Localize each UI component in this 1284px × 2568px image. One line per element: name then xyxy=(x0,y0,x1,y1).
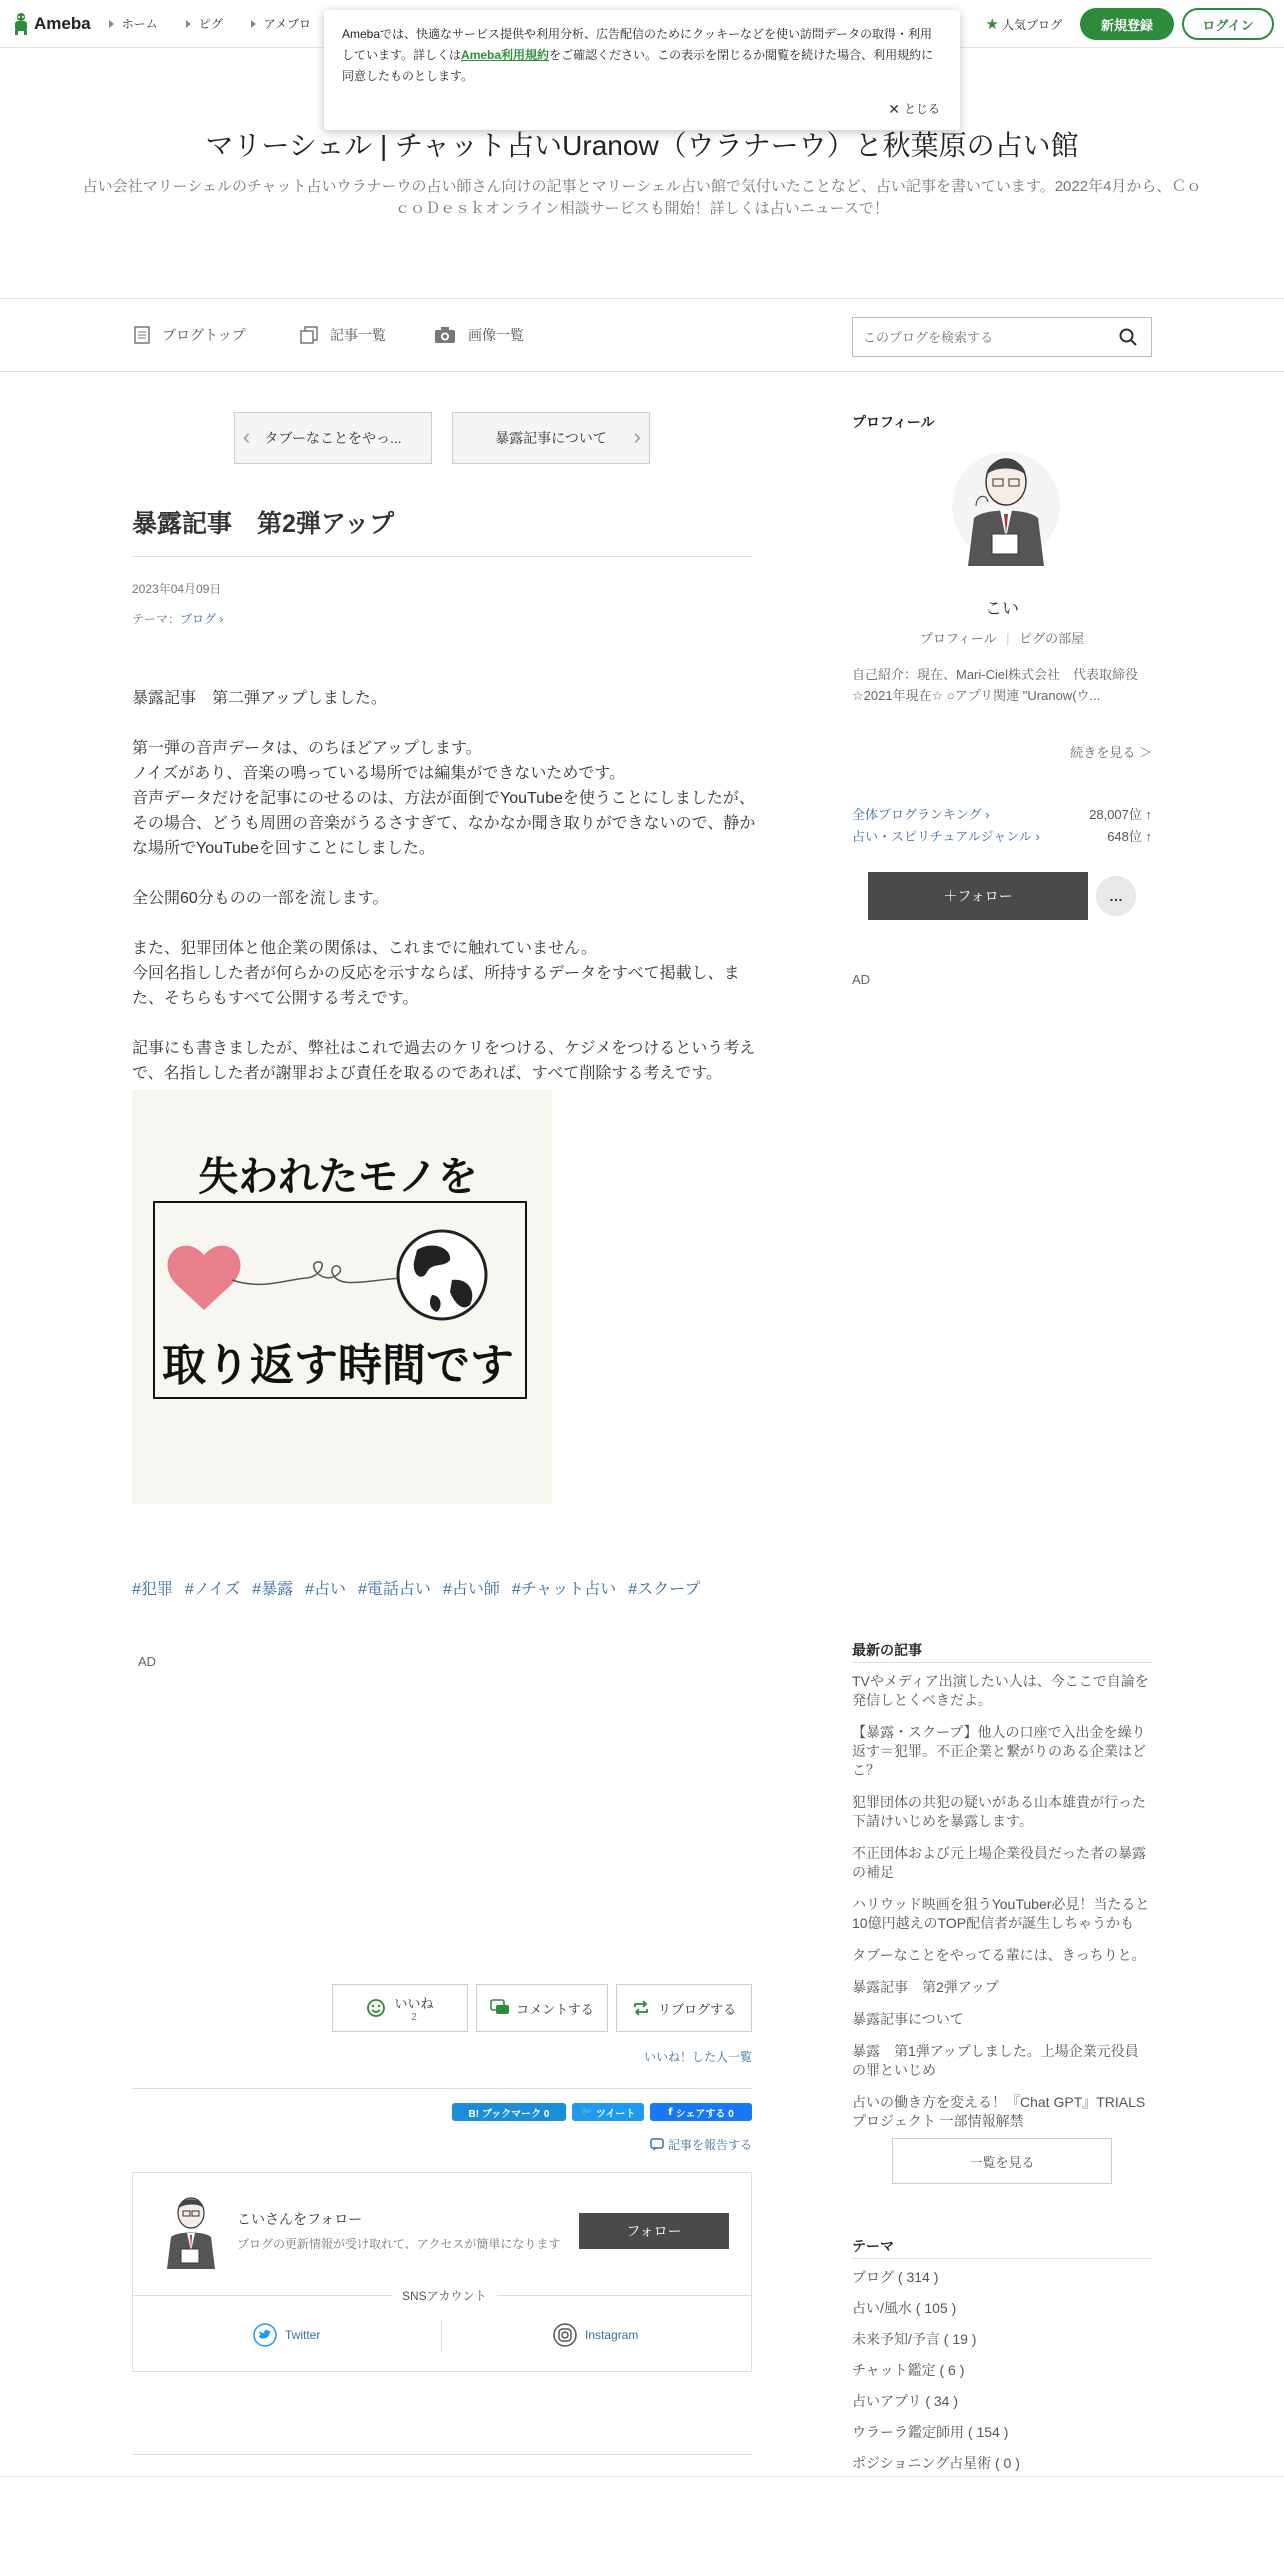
prev-article-label: タブーなことをやっ... xyxy=(264,430,402,446)
twitter-icon xyxy=(253,2323,277,2347)
nav-home[interactable] xyxy=(109,15,158,32)
pig-room-link[interactable]: ピグの部屋 xyxy=(1019,631,1085,646)
star-icon: ★ xyxy=(985,16,999,33)
ameba-logo[interactable] xyxy=(12,12,91,36)
hashtag-link[interactable]: #占い師 xyxy=(442,1581,500,1598)
close-icon: ✕ xyxy=(888,101,900,117)
divider xyxy=(132,556,752,557)
theme-link[interactable]: ウラーラ鑑定師用 ( 154 ) xyxy=(852,2424,1009,2440)
article-list-label: 記事一覧 xyxy=(330,327,386,343)
article-date: 2023年04月09日 xyxy=(132,582,222,596)
profile-heading: プロフィール xyxy=(852,414,935,430)
chevron-right-icon: › xyxy=(216,612,224,626)
tweet-label: ツイート xyxy=(595,2108,636,2120)
recent-article-link[interactable]: TVやメディア出演したい人は、今ここで自論を発信しとくべきだよ。 xyxy=(852,1673,1149,1708)
tweet-button[interactable] xyxy=(572,2103,644,2121)
reblog-icon xyxy=(632,1999,650,2017)
theme-link[interactable]: ブログ ( 314 ) xyxy=(852,2269,939,2285)
article-body xyxy=(132,686,756,1111)
recent-article-link[interactable]: 【暴露・スクープ】他人の口座で入出金を繰り返す＝犯罪。不正企業と繋がりのある企業はどこ？ xyxy=(852,1724,1146,1778)
article-image[interactable] xyxy=(132,1090,552,1504)
comment-icon xyxy=(490,1999,510,2017)
triangle-icon xyxy=(186,20,191,28)
hashtag-link[interactable]: #スクープ xyxy=(628,1581,701,1598)
blog-search-input[interactable] xyxy=(863,330,1103,345)
view-all-articles-button[interactable]: 一覧を見る xyxy=(892,2138,1112,2184)
ranking-genre-label: 占い・スピリチュアルジャンル xyxy=(852,829,1032,844)
recent-article-link[interactable]: 暴露記事について xyxy=(852,2011,964,2027)
read-more-link[interactable]: 続きを見る ＞ xyxy=(1070,745,1152,760)
hashtag-list xyxy=(132,1576,712,1599)
divider xyxy=(441,2319,442,2353)
cookie-text-2: をご確認ください。この表示を閉じるか閲覧を続けた場合、利用規約に同意したものとします。 xyxy=(342,48,934,83)
follow-box xyxy=(132,2172,752,2372)
facebook-icon: f xyxy=(668,2106,673,2118)
blog-subnav xyxy=(0,298,1284,372)
search-icon[interactable] xyxy=(1119,328,1137,346)
ranking-genre xyxy=(852,826,1152,845)
cookie-close-label: とじる xyxy=(903,102,940,116)
recent-article-link[interactable]: タブーなことをやってる輩には、きっちりと。 xyxy=(852,1947,1146,1963)
profile-intro: 自己紹介：現在、Mari-Ciel株式会社 代表取締役 ☆2021年現在☆ ○アプリ関連 "Uranow(ウ... xyxy=(852,667,1139,703)
theme-link[interactable]: 未来予知/予言 ( 19 ) xyxy=(852,2331,977,2347)
ameba-logo-icon xyxy=(12,12,30,36)
recent-article-link[interactable]: 暴露記事 第2弾アップ xyxy=(852,1979,999,1995)
twitter-link[interactable] xyxy=(253,2323,320,2347)
like-count: 2 xyxy=(411,2012,417,2023)
nav-home-label: ホーム xyxy=(121,17,158,31)
profile-links xyxy=(852,628,1152,647)
popular-blogs-label: 人気ブログ xyxy=(1001,17,1062,32)
image-text-bottom: 取り返す時間です xyxy=(162,1340,514,1391)
divider xyxy=(132,2088,752,2089)
recent-article-link[interactable]: ハリウッド映画を狙うYouTuber必見！当たると10億円越えのTOP配信者が誕生しちゃうかも xyxy=(852,1896,1150,1931)
cookie-text-1: Amebaでは、快適なサービス提供や利用分析、広告配信のためにクッキーなどを使い訪問データの取得・利用しています。詳しくは xyxy=(342,27,933,62)
recent-articles-heading: 最新の記事 xyxy=(852,1642,922,1658)
article-paragraph: 記事にも書きましたが、弊社はこれで過去のケリをつける、ケジメをつけるという考えで、名指しした者が謝罪および責任を取るのであれば、すべて削除する考えです。 xyxy=(132,1040,756,1082)
twitter-bird-icon: 🐦 xyxy=(580,2106,593,2118)
ad-label: AD xyxy=(852,972,871,987)
article-image-graphic xyxy=(132,1090,552,1504)
theme-label: テーマ： xyxy=(132,612,181,626)
ranking-overall xyxy=(852,804,1152,823)
twitter-label: Twitter xyxy=(285,2328,321,2342)
triangle-icon xyxy=(251,20,256,28)
blog-description: 占い会社マリーシェルのチャット占いウラナーウの占い師さん向けの記事とマリーシェル占い館で気付いたことなど、占い記事を書いています。2022年4月から、ＣｏｃｏＤｅｓｋオンライン相談サービスも開始！詳しくは占いニュースで！ xyxy=(82,178,1202,217)
copy-icon xyxy=(300,326,318,344)
blog-top-label: ブログトップ xyxy=(162,327,246,343)
theme-link[interactable]: ブログ xyxy=(180,612,217,626)
recent-articles-list xyxy=(852,1672,1152,2144)
liked-users-link[interactable]: いいね！した人一覧 xyxy=(643,2050,752,2064)
recent-article-link[interactable]: 不正団体および元上場企業役員だった者の暴露の補足 xyxy=(852,1845,1146,1880)
sns-accounts-label: SNSアカウント xyxy=(392,2287,497,2304)
hashtag-link[interactable]: #ノイズ xyxy=(184,1581,241,1598)
theme-link[interactable]: 占い/風水 ( 105 ) xyxy=(852,2300,957,2316)
login-button[interactable]: ログイン xyxy=(1182,8,1274,40)
image-list-label: 画像一覧 xyxy=(468,327,524,343)
blog-title[interactable]: マリーシェル | チャット占いUranow（ウラナーウ）と秋葉原の占い館 xyxy=(205,130,1079,161)
divider xyxy=(852,1662,1152,1663)
nav-ameblo[interactable] xyxy=(251,15,311,32)
themes-list xyxy=(852,2266,1152,2483)
recent-article-link[interactable]: 暴露 第1弾アップしました。上場企業元役員の罪といじめ xyxy=(852,2043,1139,2078)
ranking-genre-link[interactable]: 占い・スピリチュアルジャンル › xyxy=(852,829,1040,844)
globe-icon xyxy=(398,1231,486,1319)
nav-pig-label: ピグ xyxy=(198,17,223,31)
ranking-genre-value: 648位 ↑ xyxy=(1107,829,1152,844)
terms-link[interactable]: Ameba利用規約 xyxy=(461,48,550,62)
instagram-label: Instagram xyxy=(585,2328,639,2342)
reblog-button[interactable] xyxy=(616,1984,752,2032)
hashtag-link[interactable]: #占い xyxy=(305,1581,347,1598)
theme-link[interactable]: 占いアプリ ( 34 ) xyxy=(852,2393,959,2409)
facebook-share-label: シェアする 0 xyxy=(675,2108,734,2120)
hashtag-link[interactable]: #チャット占い xyxy=(511,1581,617,1598)
article-theme xyxy=(132,610,223,627)
ranking-overall-label: 全体ブログランキング xyxy=(852,807,982,822)
triangle-icon xyxy=(109,20,114,28)
article-paragraph: また、犯罪団体と他企業の関係は、これまでに触れていません。 今回名指しした者が何らかの反応を示すならば、所持するデータをすべて掲載し、また、そちらもすべて公開する考えです。 xyxy=(132,940,740,1007)
theme-link[interactable]: ポジショニング占星術 ( 0 ) xyxy=(852,2455,1020,2471)
instagram-link[interactable] xyxy=(553,2323,638,2347)
heart-icon xyxy=(168,1246,241,1310)
popular-blogs-link[interactable] xyxy=(986,15,1062,33)
recent-article-link[interactable]: 占いの働き方を変える！『Chat GPT』TRIALSプロジェクト 一部情報解禁 xyxy=(852,2094,1146,2129)
chevron-right-icon: › xyxy=(633,424,641,449)
smile-icon xyxy=(366,1998,386,2018)
report-article-link[interactable] xyxy=(650,2136,752,2153)
hashtag-link[interactable]: #電話占い xyxy=(358,1581,431,1598)
ad-label: AD xyxy=(138,1654,157,1669)
divider xyxy=(132,2454,752,2455)
flag-icon xyxy=(650,2138,664,2152)
bottom-bar xyxy=(0,2476,1284,2568)
next-article-button[interactable] xyxy=(452,412,650,464)
sidebar-follow-button[interactable]: ＋フォロー xyxy=(868,872,1088,920)
comment-button[interactable] xyxy=(476,1984,608,2032)
next-article-label: 暴露記事について xyxy=(495,430,607,446)
themes-heading: テーマ xyxy=(852,2238,894,2254)
image-text-top: 失われたモノを xyxy=(198,1154,478,1200)
follow-button[interactable]: フォロー xyxy=(579,2213,729,2249)
theme-link[interactable]: チャット鑑定 ( 6 ) xyxy=(852,2362,965,2378)
article-title[interactable]: 暴露記事 第2弾アップ xyxy=(132,510,395,538)
blog-top-link[interactable] xyxy=(134,325,246,345)
like-label: いいね xyxy=(394,1996,434,2011)
ranking-overall-link[interactable]: 全体ブログランキング › xyxy=(852,807,990,822)
like-button[interactable] xyxy=(332,1984,468,2032)
more-options-button[interactable]: … xyxy=(1096,876,1136,916)
follow-box-name: こいさんをフォロー xyxy=(237,2211,363,2227)
avatar xyxy=(157,2191,225,2269)
image-list-link[interactable] xyxy=(434,325,524,345)
chevron-left-icon: ‹ xyxy=(243,424,251,449)
cookie-close-button[interactable] xyxy=(888,99,940,120)
follow-box-description: ブログの更新情報が受け取れて、アクセスが簡単になります xyxy=(237,2237,561,2251)
profile-avatar[interactable] xyxy=(952,446,1060,566)
hashtag-link[interactable]: #暴露 xyxy=(252,1581,294,1598)
cookie-consent-popup xyxy=(324,10,960,130)
signup-button[interactable]: 新規登録 xyxy=(1080,8,1174,40)
article-list-link[interactable] xyxy=(300,325,386,345)
nav-ameblo-label: アメブロ xyxy=(263,17,311,31)
instagram-icon xyxy=(553,2323,577,2347)
separator: | xyxy=(1006,631,1010,646)
ameba-logo-text: Ameba xyxy=(34,13,91,33)
blog-search xyxy=(852,317,1152,357)
divider xyxy=(852,2258,1152,2259)
hatena-bookmark-button[interactable]: B! ブックマーク 0 xyxy=(452,2103,566,2121)
camera-icon xyxy=(434,326,456,344)
prev-article-button[interactable] xyxy=(234,412,432,464)
hashtag-link[interactable]: #犯罪 xyxy=(132,1581,173,1598)
document-icon xyxy=(134,326,150,344)
reblog-label: リブログする xyxy=(657,2001,736,2017)
comment-label: コメントする xyxy=(516,2001,594,2017)
report-label: 記事を報告する xyxy=(667,2138,752,2152)
article-paragraph: 全公開60分ものの一部を流します。 xyxy=(132,890,389,907)
profile-name[interactable]: こい xyxy=(985,599,1019,618)
nav-pig[interactable] xyxy=(186,15,223,32)
article-paragraph: 第一弾の音声データは、のちほどアップします。 ノイズがあり、音楽の鳴っている場所では編集ができないためです。 音声データだけを記事にのせるのは、方法が面倒でYouTubeを使うことにしましたが、その場合、どうも周囲の音楽がうるさすぎて、なかなか聞き取りができないので、静かな場所でYouTubeを回すことにしました。 xyxy=(132,740,756,857)
facebook-share-button[interactable] xyxy=(650,2103,752,2121)
recent-article-link[interactable]: 犯罪団体の共犯の疑いがある山本雄貴が行った下請けいじめを暴露します。 xyxy=(852,1794,1146,1829)
ranking-overall-value: 28,007位 ↑ xyxy=(1089,807,1152,822)
article-paragraph: 暴露記事 第二弾アップしました。 xyxy=(132,690,387,707)
profile-link[interactable]: プロフィール xyxy=(919,631,997,646)
